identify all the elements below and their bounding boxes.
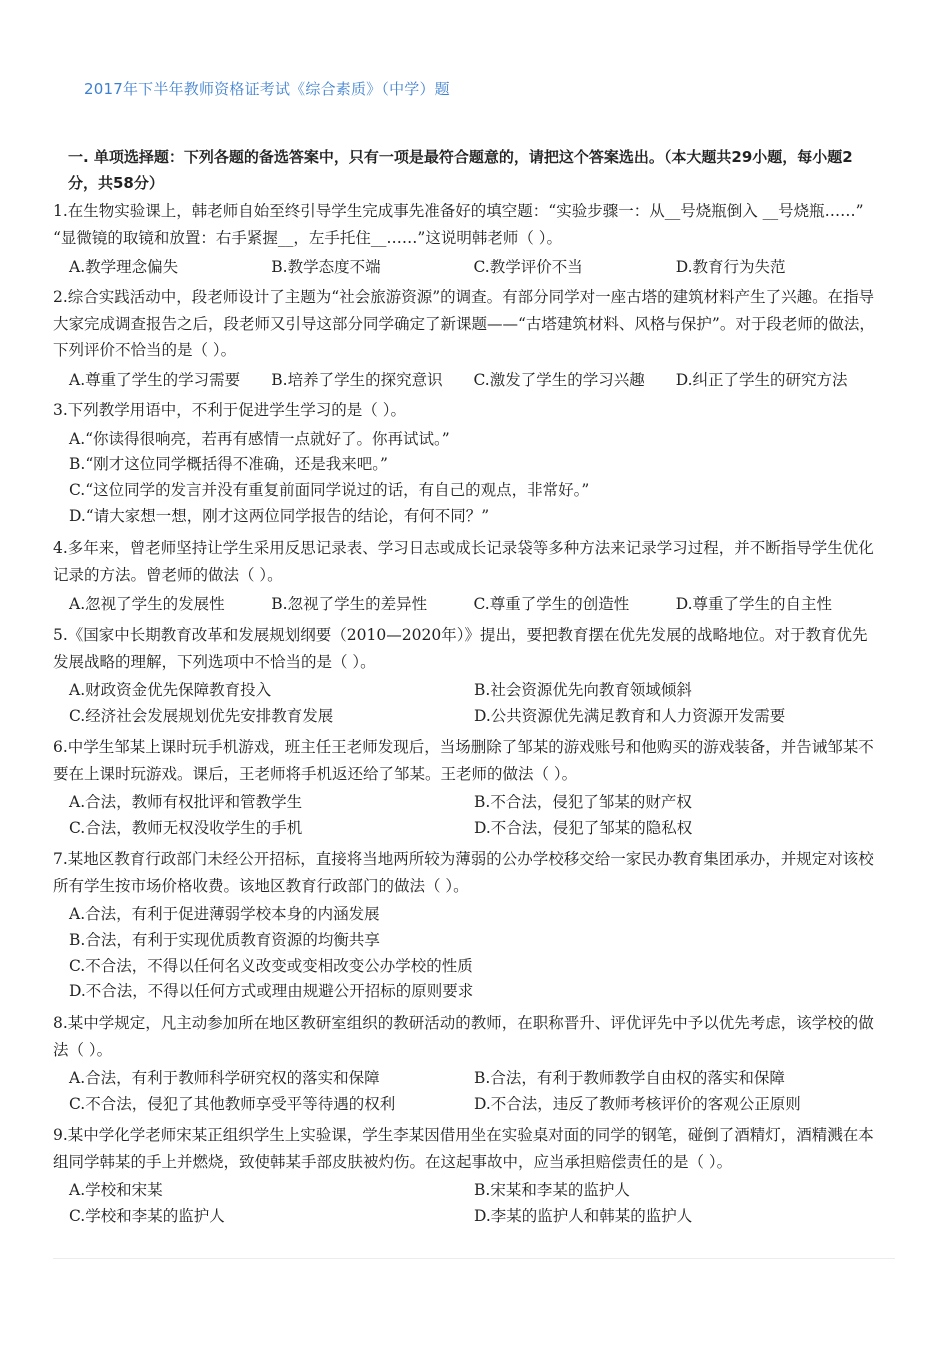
option-d[interactable]: D.不合法，侵犯了邹某的隐私权	[474, 818, 693, 837]
question-3	[53, 397, 878, 530]
question-7	[53, 846, 878, 1005]
question-text: 某中学化学老师宋某正组织学生上实验课，学生李某因借用坐在实验桌对面的同学的钢笔，碰倒了酒精灯，酒精溅在本组同学韩某的手上并燃烧，致使韩某手部皮肤被灼伤。在这起事故中，应当承担赔偿责任的是（ ）。	[53, 1126, 874, 1171]
question-text: 中学生邹某上课时玩手机游戏，班主任王老师发现后，当场删除了邹某的游戏账号和他购买的游戏装备，并告诫邹某不要在上课时玩游戏。课后，王老师将手机返还给了邹某。王老师的做法（ ）。	[53, 738, 874, 783]
option-a[interactable]: A.合法，教师有权批评和管教学生	[69, 793, 303, 811]
question-8	[53, 1010, 878, 1117]
options-grid	[53, 1066, 878, 1117]
options-list	[53, 902, 878, 1005]
question-5	[53, 622, 878, 729]
option-c[interactable]: C.“这位同学的发言并没有重复前面同学说过的话，有自己的观点，非常好。”	[69, 481, 590, 500]
document-title: 2017年下半年教师资格证考试《综合素质》（中学）题	[84, 80, 450, 98]
option-b[interactable]: B.宋某和李某的监护人	[474, 1181, 630, 1199]
option-a[interactable]: A.学校和宋某	[69, 1181, 163, 1199]
question-4	[53, 535, 878, 617]
section-heading: 一. 单项选择题：下列各题的备选答案中，只有一项是最符合题意的，请把这个答案选出。（本大题共29小题，每小题2分，共58分）	[68, 148, 853, 192]
question-stem	[53, 1010, 878, 1063]
option-d[interactable]: D.纠正了学生的研究方法	[675, 370, 848, 389]
question-number: 7.	[53, 850, 68, 868]
option-d[interactable]: D.公共资源优先满足教育和人力资源开发需要	[474, 706, 786, 725]
option-a[interactable]: A.合法，有利于促进薄弱学校本身的内涵发展	[69, 905, 380, 923]
option-b[interactable]: B.合法，有利于实现优质教育资源的均衡共享	[69, 930, 380, 949]
question-text: 下列教学用语中，不利于促进学生学习的是（ ）。	[67, 401, 406, 419]
question-text: 某中学规定，凡主动参加所在地区教研室组织的教研活动的教师，在职称晋升、评优评先中予以优先考虑，该学校的做法（ ）。	[53, 1014, 874, 1059]
question-stem	[53, 535, 878, 588]
option-a[interactable]: A.财政资金优先保障教育投入	[69, 681, 272, 699]
question-stem	[53, 846, 878, 899]
option-c[interactable]: C.不合法，不得以任何名义改变或变相改变公办学校的性质	[69, 956, 473, 975]
options-grid	[53, 790, 878, 841]
question-text: 综合实践活动中，段老师设计了主题为“社会旅游资源”的调查。有部分同学对一座古塔的建筑材料产生了兴趣。在指导大家完成调查报告之后，段老师又引导这部分同学确定了新课题——“古塔建筑材料、风格与保护”。对于段老师的做法，下列评价不恰当的是（ ）。	[53, 288, 875, 359]
options-row	[53, 254, 878, 280]
question-stem	[53, 198, 878, 251]
question-text: 在生物实验课上，韩老师自始至终引导学生完成事先准备好的填空题：“实验步骤一：从__号烧瓶倒入 __号烧瓶……” “显微镜的取镜和放置：右手紧握__，左手托住__……”这说明韩老师（ ）。	[53, 202, 864, 247]
option-c[interactable]: C.经济社会发展规划优先安排教育发展	[69, 706, 334, 725]
option-a[interactable]: A.教学理念偏失	[69, 258, 179, 276]
option-b[interactable]: B.不合法，侵犯了邹某的财产权	[474, 793, 692, 811]
options-list	[53, 427, 878, 530]
option-a[interactable]: A.尊重了学生的学习需要	[69, 370, 241, 389]
option-c[interactable]: C.不合法，侵犯了其他教师享受平等待遇的权利	[69, 1094, 396, 1113]
option-b[interactable]: B.合法，有利于教师教学自由权的落实和保障	[474, 1069, 785, 1087]
question-text: 多年来，曾老师坚持让学生采用反思记录表、学习日志或成长记录袋等多种方法来记录学习过程，并不断指导学生优化记录的方法。曾老师的做法（ ）。	[53, 539, 874, 584]
option-d[interactable]: D.“请大家想一想，刚才这两位同学报告的结论，有何不同？”	[69, 506, 490, 525]
options-grid	[53, 1178, 878, 1229]
question-9	[53, 1122, 878, 1229]
option-c[interactable]: C.学校和李某的监护人	[69, 1206, 225, 1225]
option-d[interactable]: D.李某的监护人和韩某的监护人	[474, 1206, 693, 1225]
option-b[interactable]: B.“刚才这位同学概括得不准确，还是我来吧。”	[69, 455, 388, 474]
option-b[interactable]: B.教学态度不端	[271, 258, 381, 276]
question-number: 6.	[53, 738, 68, 756]
option-d[interactable]: D.尊重了学生的自主性	[675, 595, 833, 613]
question-6	[53, 734, 878, 841]
option-d[interactable]: D.教育行为失范	[675, 258, 786, 276]
option-a[interactable]: A.忽视了学生的发展性	[69, 595, 225, 613]
options-row	[53, 591, 878, 617]
question-number: 1.	[53, 202, 68, 220]
question-text: 《国家中长期教育改革和发展规划纲要（2010—2020年）》提出，要把教育摆在优先发展的战略地位。对于教育优先发展战略的理解，下列选项中不恰当的是（ ）。	[53, 626, 868, 671]
question-stem	[53, 734, 878, 787]
question-1	[53, 198, 878, 280]
question-number: 9.	[53, 1126, 68, 1144]
options-grid	[53, 678, 878, 729]
question-text: 某地区教育行政部门未经公开招标，直接将当地两所较为薄弱的公办学校移交给一家民办教育集团承办，并规定对该校所有学生按市场价格收费。该地区教育行政部门的做法（ ）。	[53, 850, 874, 895]
question-stem	[53, 284, 878, 364]
option-c[interactable]: C.教学评价不当	[473, 258, 583, 276]
option-a[interactable]: A.合法，有利于教师科学研究权的落实和保障	[69, 1069, 380, 1087]
option-c[interactable]: C.尊重了学生的创造性	[473, 595, 630, 613]
option-d[interactable]: D.不合法，不得以任何方式或理由规避公开招标的原则要求	[69, 982, 474, 1001]
option-b[interactable]: B.培养了学生的探究意识	[271, 370, 443, 389]
option-b[interactable]: B.社会资源优先向教育领域倾斜	[474, 681, 692, 699]
option-c[interactable]: C.激发了学生的学习兴趣	[473, 370, 645, 389]
option-d[interactable]: D.不合法，违反了教师考核评价的客观公正原则	[474, 1094, 801, 1113]
question-number: 4.	[53, 539, 68, 557]
question-stem	[53, 1122, 878, 1175]
question-number: 5.	[53, 626, 68, 644]
option-b[interactable]: B.忽视了学生的差异性	[271, 595, 428, 613]
question-stem	[53, 397, 878, 424]
question-2	[53, 284, 878, 393]
option-a[interactable]: A.“你读得很响亮，若再有感情一点就好了。你再试试。”	[69, 429, 450, 448]
option-c[interactable]: C.合法，教师无权没收学生的手机	[69, 818, 303, 837]
question-number: 3.	[53, 401, 68, 419]
question-number: 8.	[53, 1014, 68, 1032]
page-bottom-divider	[53, 1258, 895, 1259]
question-stem	[53, 622, 878, 675]
question-number: 2.	[53, 288, 68, 306]
options-row	[53, 367, 878, 393]
